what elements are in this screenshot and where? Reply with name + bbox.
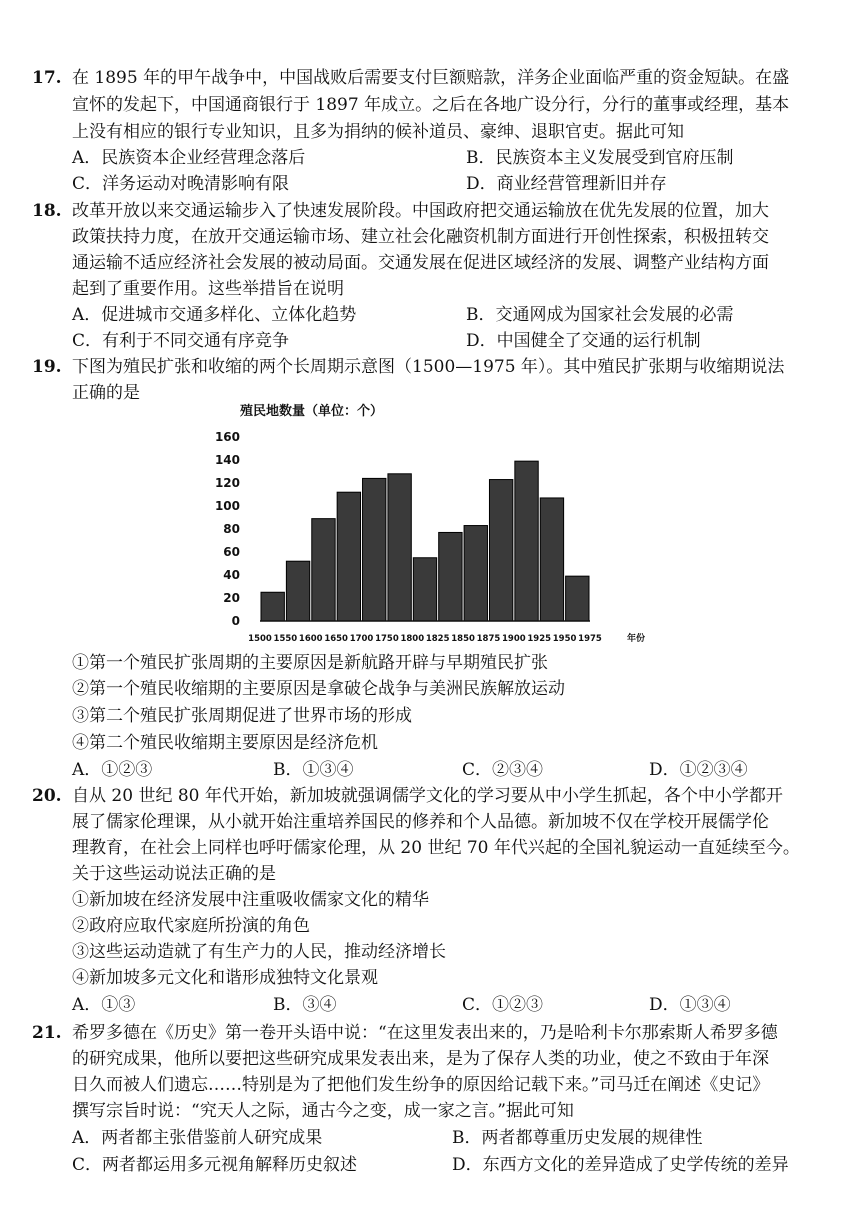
option-c[interactable]: C．①②③: [462, 995, 544, 1015]
question-text-line: 在 1895 年的甲午战争中，中国战败后需要支付巨额赔款，洋务企业面临严重的资金短缺。在盛: [72, 68, 790, 88]
bar: [515, 461, 538, 621]
option-a[interactable]: A．①②③: [72, 760, 153, 780]
x-tick-label: 1950: [552, 634, 577, 644]
y-tick-label: 60: [223, 545, 240, 559]
statement-3: ③这些运动造就了有生产力的人民，推动经济增长: [72, 942, 446, 962]
statement-1: ①新加坡在经济发展中注重吸收儒家文化的精华: [72, 890, 429, 910]
option-c[interactable]: C．两者都运用多元视角解释历史叙述: [72, 1155, 358, 1175]
bar: [540, 498, 563, 621]
y-tick-label: 20: [223, 591, 240, 605]
x-tick-label: 1600: [298, 634, 323, 644]
option-b[interactable]: B．民族资本主义发展受到官府压制: [466, 148, 734, 168]
x-axis-ticks: [248, 634, 602, 644]
option-d[interactable]: D．东西方文化的差异造成了史学传统的差异: [452, 1155, 789, 1175]
statement-2: ②政府应取代家庭所扮演的角色: [72, 916, 310, 936]
question-text-line: 自从 20 世纪 80 年代开始，新加坡就强调儒学文化的学习要从中小学生抓起，各个中小学都开: [72, 786, 783, 806]
question-text-line: 改革开放以来交通运输步入了快速发展阶段。中国政府把交通运输放在优先发展的位置，加大: [72, 201, 769, 221]
chart-title: 殖民地数量（单位：个）: [240, 404, 384, 419]
question-text-line: 日久而被人们遗忘……特别是为了把他们发生纷争的原因给记载下来。”司马迁在阐述《史记》: [72, 1075, 770, 1095]
option-a[interactable]: A．①③: [72, 995, 136, 1015]
x-axis-label: 年份: [627, 634, 646, 644]
y-tick-label: 100: [214, 499, 240, 513]
y-tick-label: 80: [223, 522, 240, 536]
option-b[interactable]: B．①③④: [273, 760, 354, 780]
option-c[interactable]: C．洋务运动对晚清影响有限: [72, 174, 290, 194]
option-d[interactable]: D．①③④: [649, 995, 731, 1015]
option-a[interactable]: A．两者都主张借鉴前人研究成果: [72, 1128, 323, 1148]
x-tick-label: 1700: [349, 634, 374, 644]
option-d[interactable]: D．①②③④: [649, 760, 748, 780]
y-axis-ticks: [215, 430, 240, 628]
x-tick-label: 1800: [400, 634, 425, 644]
statement-3: ③第二个殖民扩张周期促进了世界市场的形成: [72, 706, 412, 726]
x-tick-label: 1750: [375, 634, 399, 644]
question-text-line: 上没有相应的银行专业知识，且多为捐纳的候补道员、豪绅、退职官吏。据此可知: [72, 122, 684, 142]
question-text-line: 展了儒家伦理课，从小就开始注重培养国民的修养和个人品德。新加坡不仅在学校开展儒学伦: [72, 812, 769, 832]
y-tick-label: 140: [214, 453, 240, 467]
bars: [261, 461, 589, 621]
question-text-line: 起到了重要作用。这些举措旨在说明: [72, 279, 344, 299]
x-tick-label: 1875: [476, 634, 501, 644]
x-tick-label: 1500: [248, 634, 272, 644]
statement-1: ①第一个殖民扩张周期的主要原因是新航路开辟与早期殖民扩张: [72, 653, 548, 673]
x-tick-label: 1825: [425, 634, 450, 644]
question-text-line: 关于这些运动说法正确的是: [72, 864, 276, 884]
x-tick-label: 1550: [273, 634, 298, 644]
x-tick-label: 1850: [451, 634, 475, 644]
y-tick-label: 160: [214, 430, 240, 444]
option-d[interactable]: D．中国健全了交通的运行机制: [466, 331, 701, 351]
bar: [286, 561, 309, 621]
question-text-line: 撰写宗旨时说：“究天人之际，通古今之变，成一家之言。”据此可知: [72, 1101, 574, 1121]
question-number: 18.: [32, 201, 62, 221]
bar: [439, 532, 462, 621]
x-tick-label: 1900: [502, 634, 526, 644]
option-b[interactable]: B．两者都尊重历史发展的规律性: [452, 1128, 703, 1148]
x-tick-label: 1925: [527, 634, 552, 644]
question-number: 19.: [32, 357, 62, 377]
question-text-line: 的研究成果，他所以要把这些研究成果发表出来，是为了保存人类的功业，使之不致由于年深: [72, 1049, 769, 1069]
option-d[interactable]: D．商业经营管理新旧并存: [466, 174, 667, 194]
bar: [464, 526, 487, 621]
statement-4: ④第二个殖民收缩期主要原因是经济危机: [72, 733, 378, 753]
question-text-line: 下图为殖民扩张和收缩的两个长周期示意图（1500—1975 年）。其中殖民扩张期与收缩期说法: [72, 357, 785, 377]
question-number: 21.: [32, 1023, 62, 1043]
question-text-line: 通运输不适应经济社会发展的被动局面。交通发展在促进区域经济的发展、调整产业结构方面: [72, 253, 769, 273]
bar: [363, 478, 386, 621]
bar: [489, 480, 512, 621]
y-tick-label: 120: [214, 476, 240, 490]
question-text-line: 正确的是: [72, 383, 140, 403]
question-text-line: 政策扶持力度，在放开交通运输市场、建立社会化融资机制方面进行开创性探索，积极扭转交: [72, 227, 769, 247]
question-number: 20.: [32, 786, 62, 806]
bar: [413, 558, 436, 621]
question-text-line: 宣怀的发起下，中国通商银行于 1897 年成立。之后在各地广设分行，分行的董事或经理，基本: [72, 95, 790, 115]
bar: [312, 519, 335, 621]
bar: [261, 592, 284, 621]
question-text-line: 理教育，在社会上同样也呼吁儒家伦理，从 20 世纪 70 年代兴起的全国礼貌运动一直延续至今。: [72, 838, 800, 858]
option-a[interactable]: A．促进城市交通多样化、立体化趋势: [72, 305, 357, 325]
option-b[interactable]: B．③④: [273, 995, 337, 1015]
bar: [388, 474, 411, 621]
x-tick-label: 1975: [578, 634, 602, 644]
y-tick-label: 40: [223, 568, 240, 582]
option-b[interactable]: B．交通网成为国家社会发展的必需: [466, 305, 734, 325]
x-tick-label: 1650: [324, 634, 348, 644]
question-text-line: 希罗多德在《历史》第一卷开头语中说：“在这里发表出来的，乃是哈利卡尔那索斯人希罗多德: [72, 1023, 778, 1043]
question-number: 17.: [32, 68, 62, 88]
y-tick-label: 0: [231, 614, 240, 628]
colony-count-bar-chart: [214, 395, 658, 650]
statement-4: ④新加坡多元文化和谐形成独特文化景观: [72, 968, 378, 988]
option-c[interactable]: C．有利于不同交通有序竞争: [72, 331, 290, 351]
option-a[interactable]: A．民族资本企业经营理念落后: [72, 148, 306, 168]
bar: [566, 576, 589, 621]
option-c[interactable]: C．②③④: [462, 760, 544, 780]
bar: [337, 492, 360, 621]
statement-2: ②第一个殖民收缩期的主要原因是拿破仑战争与美洲民族解放运动: [72, 679, 565, 699]
